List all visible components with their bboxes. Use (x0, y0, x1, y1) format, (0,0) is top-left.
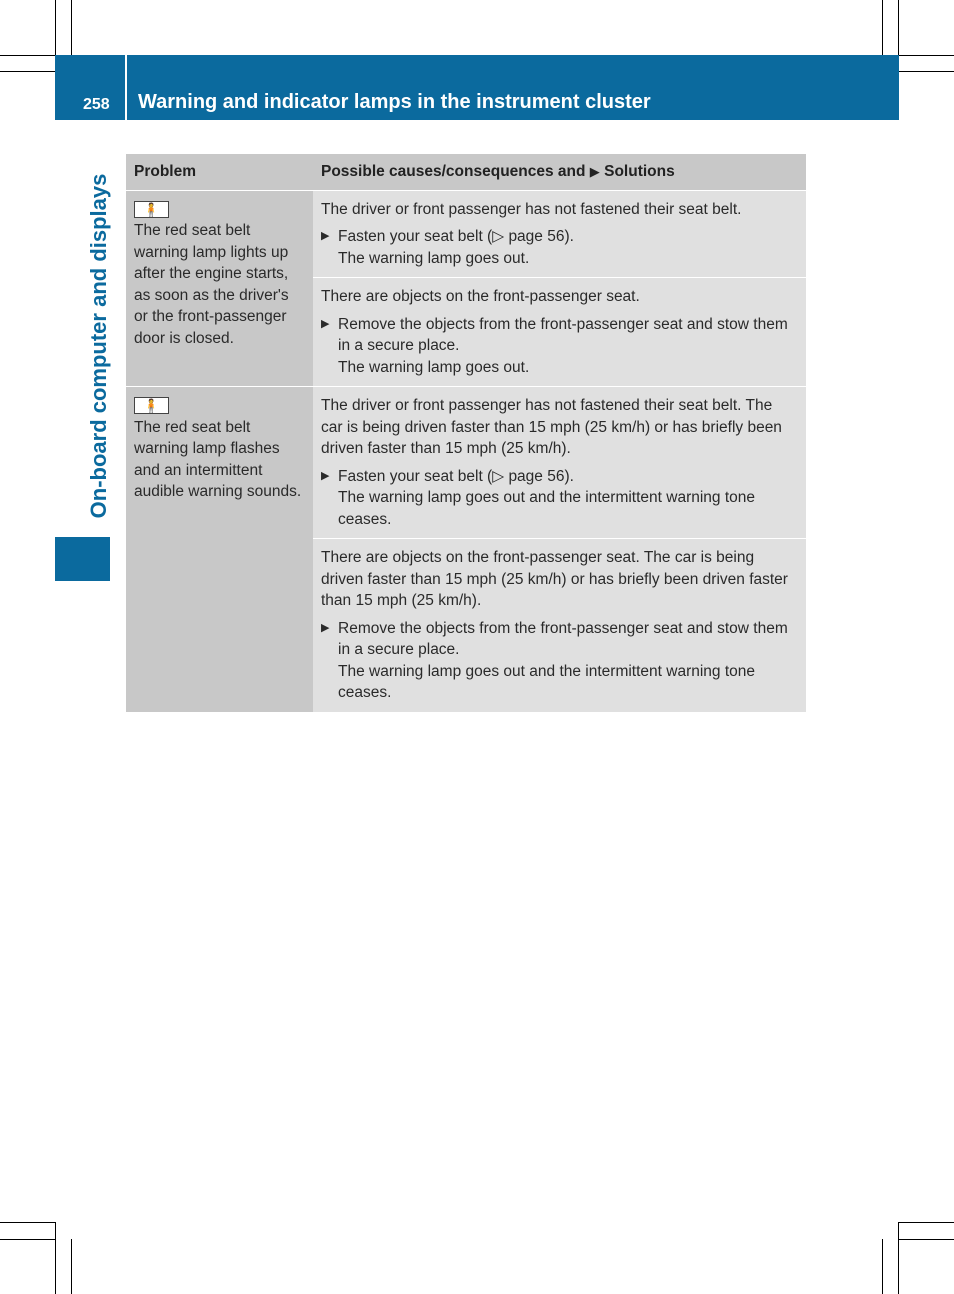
crop-mark (899, 55, 954, 56)
crop-mark (55, 0, 56, 55)
action-text: Fasten your seat belt (▷ page 56). (338, 228, 574, 245)
solution-step (321, 226, 798, 269)
crop-mark (898, 1222, 899, 1294)
solution-step (321, 466, 798, 531)
solution-cell (313, 539, 806, 712)
crop-mark (882, 0, 883, 55)
crop-mark (882, 1239, 883, 1294)
crop-mark (0, 55, 55, 56)
problem-column-header: Problem (126, 154, 313, 190)
step-arrow-icon: ▶ (321, 317, 330, 330)
crop-mark (899, 71, 954, 72)
step-arrow-icon: ▶ (321, 230, 330, 242)
crop-mark (71, 1239, 72, 1294)
result-text: The warning lamp goes out. (338, 358, 530, 376)
problem-text: The red seat belt warning lamp lights up after the engine starts, as soon as the driver's or the front-passenger door is closed. (134, 222, 289, 347)
solution-cell (313, 387, 806, 539)
seat-belt-icon: 🧍 (134, 397, 169, 414)
crop-mark (55, 1222, 56, 1294)
causes-column-header (313, 154, 806, 190)
warning-lamp-table (126, 154, 806, 712)
action-text: Remove the objects from the front-passenger seat and stow them in a secure place. (338, 619, 788, 658)
crop-mark (898, 0, 899, 55)
result-text: The warning lamp goes out and the intermittent warning tone ceases. (338, 662, 756, 701)
section-tab-marker (55, 537, 110, 581)
table-row (126, 387, 806, 539)
header-divider (125, 55, 127, 120)
solution-cell (313, 278, 806, 387)
solution-step (321, 618, 798, 704)
result-text: The warning lamp goes out. (338, 249, 530, 267)
problem-text: The red seat belt warning lamp flashes and an intermittent audible warning sounds. (134, 418, 302, 500)
cause-text: There are objects on the front-passenger seat. (321, 288, 640, 305)
seat-belt-icon: 🧍 (134, 201, 169, 218)
table-header-row (126, 154, 806, 190)
action-text: Fasten your seat belt (▷ page 56). (338, 467, 574, 485)
cause-text: There are objects on the front-passenger seat. The car is being driven faster than 15 mph (25 km/h) or has briefly been driven faster than 15 mph (25 km/h). (321, 549, 788, 609)
solutions-header-label: Solutions (604, 163, 675, 180)
result-text: The warning lamp goes out and the intermittent warning tone ceases. (338, 489, 756, 528)
step-arrow-icon: ▶ (321, 469, 330, 482)
section-side-label: On-board computer and displays (86, 173, 111, 519)
crop-mark (899, 1239, 954, 1240)
problem-cell (126, 190, 313, 387)
action-text: Remove the objects from the front-passenger seat and stow them in a secure place. (338, 315, 788, 354)
page-header (55, 55, 899, 120)
crop-mark (0, 1239, 55, 1240)
crop-mark (71, 0, 72, 55)
solution-step (321, 314, 798, 379)
page-title: Warning and indicator lamps in the instrument cluster (138, 91, 651, 113)
crop-mark (899, 1222, 954, 1223)
cause-text: The driver or front passenger has not fastened their seat belt. (321, 200, 742, 218)
page-number: 258 (83, 96, 110, 113)
crop-mark (0, 71, 55, 72)
problem-cell (126, 387, 313, 712)
crop-mark (0, 1222, 55, 1223)
cause-text: The driver or front passenger has not fastened their seat belt. The car is being driven faster than 15 mph (25 km/h) or has briefly been driven faster than 15 mph (25 km/h). (321, 397, 782, 457)
arrow-right-icon: ▶ (589, 164, 600, 179)
table-row (126, 190, 806, 278)
step-arrow-icon: ▶ (321, 621, 330, 634)
causes-header-label: Possible causes/consequences and (321, 163, 586, 180)
solution-cell (313, 190, 806, 278)
